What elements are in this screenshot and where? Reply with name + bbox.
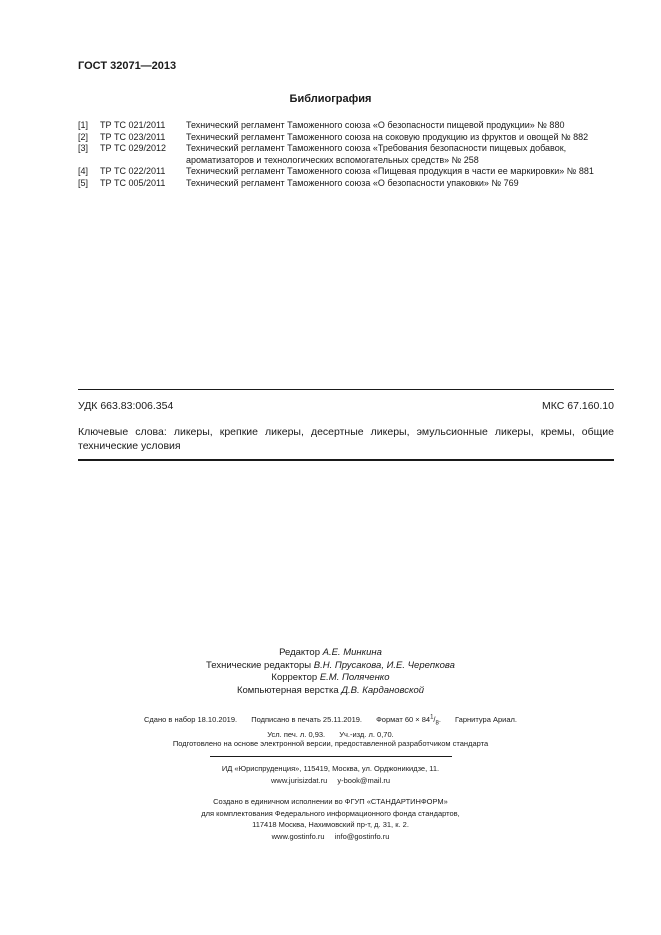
- producer-email[interactable]: info@gostinfo.ru: [334, 831, 390, 841]
- bib-number: [1]: [78, 120, 89, 130]
- bib-number: [5]: [78, 177, 89, 188]
- publisher-contacts: [0, 775, 661, 787]
- bibliography-item: [78, 132, 623, 144]
- producer-line: для комплектования Федерального информационного фонда стандартов,: [201, 808, 460, 818]
- producer-block: [0, 796, 661, 842]
- bibliography-item: [78, 178, 623, 190]
- bib-code: ТР ТС 022/2011: [100, 166, 166, 176]
- divider-imprint: [210, 756, 452, 757]
- print-format: Формат $60 \times 84^1/_8$.: [376, 714, 441, 726]
- divider-top: [78, 389, 614, 390]
- mks-code: МКС 67.160.10: [542, 400, 614, 412]
- bib-number: [4]: [78, 166, 89, 176]
- bibliography-title: Библиография: [289, 93, 372, 105]
- print-pub-sheets: Уч.-изд. л. 0,70.: [339, 730, 394, 739]
- bib-code: ТР ТС 005/2011: [100, 177, 166, 188]
- publisher-email[interactable]: y-book@mail.ru: [337, 775, 390, 785]
- bib-text: Технический регламент Таможенного союза «О безопасности пищевой продукции» № 880: [186, 120, 565, 130]
- producer-line: 117418 Москва, Нахимовский пр-т, д. 31, к. 2.: [252, 820, 409, 829]
- producer-site[interactable]: www.gostinfo.ru: [271, 831, 325, 841]
- divider-bottom: [78, 459, 614, 461]
- credit-layout: [0, 685, 661, 698]
- credits-block: [0, 647, 661, 697]
- credit-name: В.Н. Прусакова, И.Е. Черепкова: [313, 659, 455, 671]
- bibliography-item: [78, 143, 623, 166]
- format-prefix: Формат 60 × 84: [376, 714, 431, 724]
- credit-label: Редактор: [279, 647, 320, 658]
- credit-corrector: [0, 672, 661, 685]
- print-set-date: Сдано в набор 18.10.2019.: [144, 714, 238, 724]
- publisher-block: [0, 763, 661, 786]
- credit-name: А.Е. Минкина: [322, 647, 382, 658]
- prepared-note: Подготовлено на основе электронной версии, предоставленной разработчиком стандарта: [172, 739, 489, 748]
- udk-code: УДК 663.83:006.354: [78, 400, 174, 412]
- bibliography-item: [78, 166, 623, 178]
- bib-text: Технический регламент Таможенного союза «Пищевая продукция в части ее маркировки» № 881: [186, 166, 594, 176]
- bib-code: ТР ТС 023/2011: [100, 131, 166, 142]
- credit-tech-editors: [0, 660, 661, 673]
- credit-label: Корректор: [271, 672, 318, 683]
- publisher-address: ИД «Юриспруденция», 115419, Москва, ул. Орджоникидзе, 11.: [221, 764, 440, 773]
- standard-number: ГОСТ 32071—2013: [78, 60, 177, 72]
- print-info-line1: [0, 711, 661, 729]
- bib-number: [2]: [78, 131, 89, 142]
- print-sheets: Усл. печ. л. 0,93.: [267, 730, 326, 739]
- credit-label: Компьютерная верстка: [236, 684, 339, 696]
- bib-text: Технический регламент Таможенного союза на соковую продукцию из фруктов и овощей № 882: [186, 131, 589, 142]
- print-font: Гарнитура Ариал.: [455, 714, 517, 724]
- producer-line: Создано в единичном исполнении во ФГУП «СТАНДАРТИНФОРМ»: [213, 797, 448, 806]
- bib-text: Технический регламент Таможенного союза «Требования безопасности пищевых добавок, ароматизаторов и технологических вспомогательных средств» № 258: [186, 143, 567, 165]
- credit-label: Технические редакторы: [206, 659, 312, 671]
- bib-text: Технический регламент Таможенного союза «О безопасности упаковки» № 769: [186, 177, 519, 188]
- print-signed-date: Подписано в печать 25.11.2019.: [251, 714, 363, 724]
- bibliography-list: [78, 120, 623, 189]
- publisher-site[interactable]: www.jurisizdat.ru: [271, 775, 328, 785]
- bib-code: ТР ТС 021/2011: [100, 120, 166, 130]
- bibliography-item: [78, 120, 623, 132]
- bib-number: [3]: [78, 143, 89, 153]
- credit-name: Д.В. Кардановской: [341, 684, 425, 696]
- producer-contacts: [0, 831, 661, 843]
- credit-editor: [0, 647, 661, 660]
- keywords: Ключевые слова: ликеры, крепкие ликеры, десертные ликеры, эмульсионные ликеры, кремы, общие технические условия: [78, 426, 614, 452]
- format-suffix: .: [438, 714, 441, 724]
- format-denominator: 8: [435, 720, 439, 726]
- print-info: [0, 711, 661, 741]
- bib-code: ТР ТС 029/2012: [100, 143, 167, 153]
- format-numerator: 1: [430, 714, 434, 720]
- credit-name: Е.М. Поляченко: [319, 672, 390, 683]
